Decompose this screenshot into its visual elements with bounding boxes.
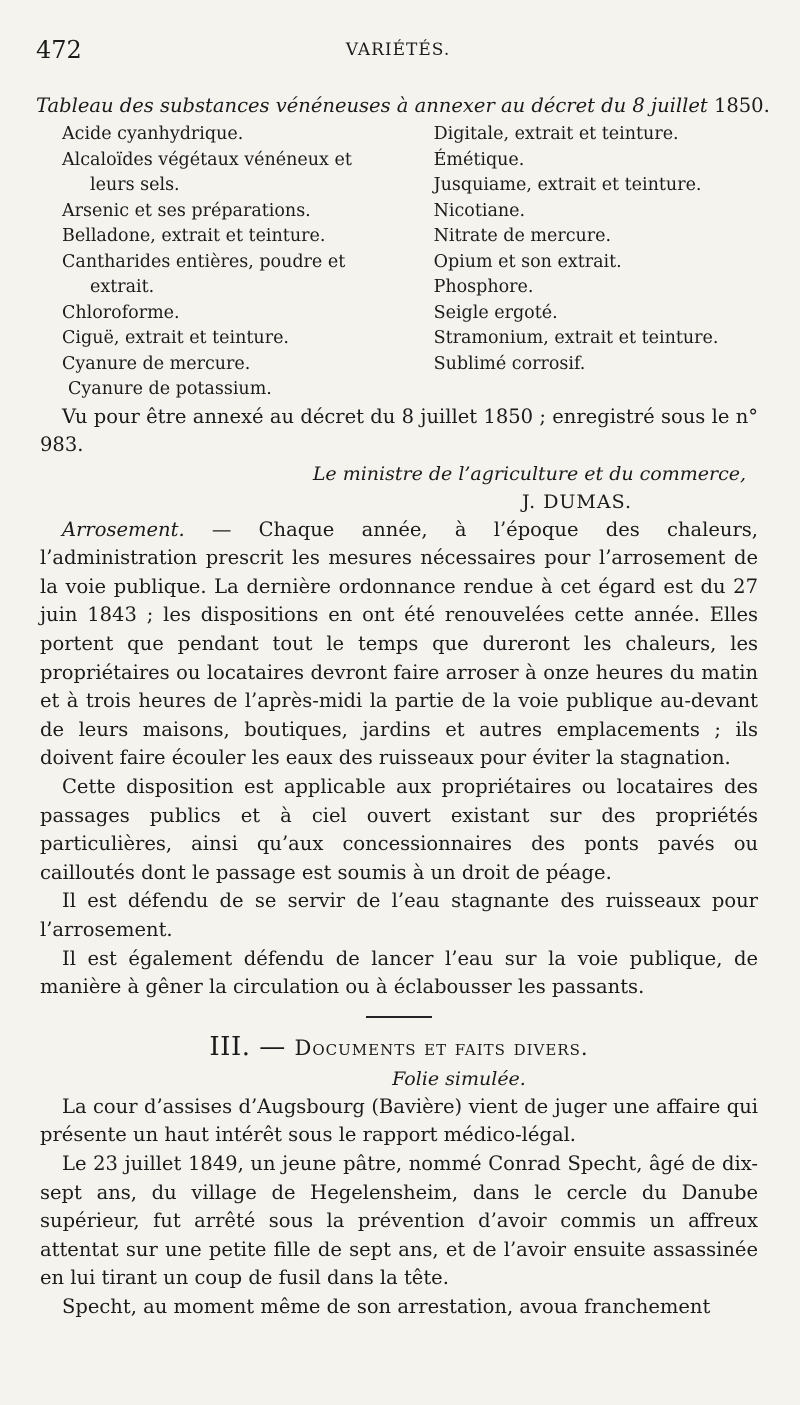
table-title bbox=[36, 92, 770, 120]
substance-item: extrait. bbox=[90, 277, 155, 297]
substances-table bbox=[40, 122, 758, 403]
substance-item: Seigle ergoté. bbox=[433, 302, 558, 323]
substance-item: Acide cyanhydrique. bbox=[62, 124, 244, 144]
section-divider bbox=[366, 1016, 432, 1018]
section-title: Documents et faits divers. bbox=[294, 1035, 589, 1060]
substance-item: Ciguë, extrait et teinture. bbox=[62, 328, 289, 348]
substance-item: Nicotiane. bbox=[433, 200, 526, 221]
arrosement-text: — Chaque année, à l’époque des chaleurs, l’administration prescrit les mesures nécessaires pour l’arrosement de la voie publique. La dernière ordonnance rendue à cet égard est du 27 juin 1843 ; les dispositions en ont été renouvelées cette année. Elles portent que pendant tout le temps que dureront les chaleurs, les propriétaires ou locataires devront faire arroser à onze heures du matin et à trois heures de l’après-midi la partie de la voie publique au-devant de leurs maisons, boutiques, jardins et autres emplacements ; ils doivent faire écouler les eaux des ruisseaux pour éviter la stagnation. bbox=[40, 517, 758, 770]
substance-item: Belladone, extrait et teinture. bbox=[62, 226, 326, 246]
substances-right-column bbox=[434, 122, 758, 403]
page-body bbox=[36, 92, 770, 1322]
arrosement-paragraph-1 bbox=[40, 516, 758, 773]
section-dash: — bbox=[250, 1031, 295, 1062]
substance-item: Nitrate de mercure. bbox=[433, 226, 612, 246]
substance-item: Phosphore. bbox=[433, 277, 534, 297]
arrosement-paragraph-3: Il est défendu de se servir de l’eau stagnante des ruisseaux pour l’arrosement. bbox=[40, 889, 758, 941]
story-paragraph-2: Le 23 juillet 1849, un jeune pâtre, nommé Conrad Specht, âgé de dix-sept ans, du village de Hegelensheim, dans le cercle du Danube supérieur, fut arrêté sous la prévention d’avoir commis un affreux attentat sur une petite fille de sept ans, et de l’avoir ensuite assassinée en lui tirant un coup de fusil dans la tête. bbox=[40, 1151, 758, 1290]
substance-item: Digitale, extrait et teinture. bbox=[433, 124, 679, 144]
running-head: VARIÉTÉS. bbox=[345, 40, 451, 60]
substance-item: Émétique. bbox=[433, 149, 525, 170]
arrosement-heading: Arrosement. bbox=[62, 517, 185, 541]
substance-item: Chloroforme. bbox=[62, 302, 180, 323]
minister-name: J. DUMAS. bbox=[521, 490, 632, 513]
substance-item: Cyanure de mercure. bbox=[62, 353, 251, 374]
substance-item: Cyanure de potassium. bbox=[68, 379, 272, 399]
substance-item: Arsenic et ses préparations. bbox=[62, 200, 311, 221]
substances-left-column bbox=[40, 122, 434, 403]
substance-item: Alcaloïdes végétaux vénéneux et bbox=[62, 149, 352, 170]
minister-title: Le ministre de l’agriculture et du commerce, bbox=[312, 462, 746, 485]
section-numeral: III. bbox=[209, 1031, 251, 1062]
table-title-year: 1850. bbox=[713, 94, 770, 117]
signature-block bbox=[40, 460, 758, 516]
substance-item: Jusquiame, extrait et teinture. bbox=[433, 175, 702, 195]
substance-item: Cantharides entières, poudre et bbox=[62, 251, 346, 272]
story-paragraph-1: La cour d’assises d’Augsbourg (Bavière) vient de juger une affaire qui présente un haut intérêt sous le rapport médico-légal. bbox=[40, 1094, 758, 1147]
page-number: 472 bbox=[36, 36, 82, 64]
substance-item: Sublimé corrosif. bbox=[433, 353, 586, 374]
annex-note: Vu pour être annexé au décret du 8 juillet 1850 ; enregistré sous le n° 983. bbox=[40, 404, 758, 457]
substance-item: leurs sels. bbox=[90, 175, 180, 195]
arrosement-paragraph-4: Il est également défendu de lancer l’eau sur la voie publique, de manière à gêner la circulation ou à éclabousser les passants. bbox=[40, 946, 758, 999]
story-paragraph-3: Specht, au moment même de son arrestation, avoua franchement bbox=[62, 1294, 711, 1318]
page-header bbox=[36, 36, 760, 66]
section-subtitle: Folie simulée. bbox=[392, 1067, 526, 1090]
table-title-text: Tableau des substances vénéneuses à annexer au décret du 8 juillet bbox=[36, 94, 708, 117]
section-heading bbox=[40, 1030, 758, 1065]
substance-item: Stramonium, extrait et teinture. bbox=[433, 328, 719, 348]
arrosement-paragraph-2: Cette disposition est applicable aux propriétaires ou locataires des passages publics et à ciel ouvert existant sur des propriétés particulières, ainsi qu’aux concessionnaires des ponts pavés ou cailloutés dont le passage est soumis à un droit de péage. bbox=[40, 775, 758, 884]
substance-item: Opium et son extrait. bbox=[433, 251, 622, 272]
